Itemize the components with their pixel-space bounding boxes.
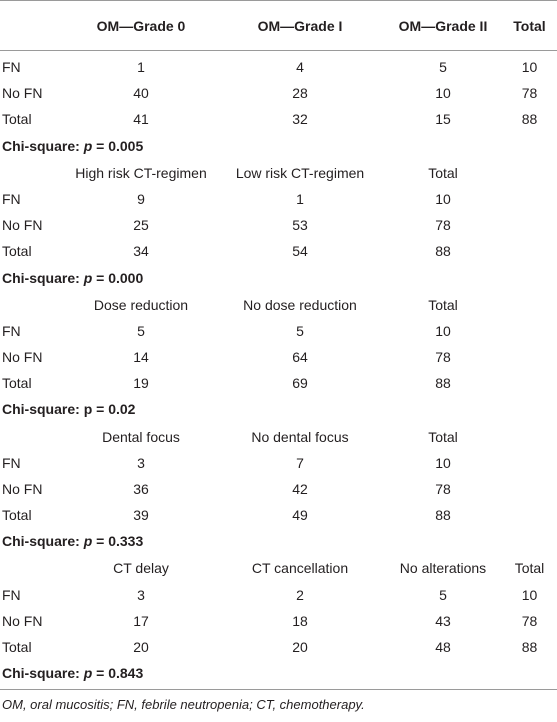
- table-cell: 5: [439, 59, 447, 75]
- row-label: No FN: [2, 217, 43, 233]
- table-cell: 53: [292, 217, 308, 233]
- column-header: OM—Grade 0: [96, 18, 186, 34]
- table-cell: 54: [292, 243, 308, 259]
- table-cell: 5: [439, 587, 447, 603]
- column-header: Total: [428, 429, 458, 445]
- table-cell: 78: [435, 481, 451, 497]
- table-cell: 43: [435, 613, 451, 629]
- row-label: Total: [2, 375, 32, 391]
- table-cell: 49: [292, 507, 308, 523]
- table-cell: 9: [137, 191, 145, 207]
- column-header: No dental focus: [251, 429, 349, 445]
- table-cell: 36: [133, 481, 149, 497]
- table-row: [0, 476, 557, 502]
- table-cell: 17: [133, 613, 149, 629]
- table-row: [0, 502, 557, 528]
- table-row: [0, 318, 557, 344]
- header-rule: [0, 50, 557, 51]
- table-row: [0, 80, 557, 106]
- bottom-rule: [0, 689, 557, 690]
- chi-square-result: Chi-square: p = 0.02: [2, 401, 136, 417]
- table-cell: 15: [435, 111, 451, 127]
- table-cell: 88: [435, 375, 451, 391]
- table-cell: 18: [292, 613, 308, 629]
- table-row: [0, 344, 557, 370]
- table-cell: 10: [435, 191, 451, 207]
- table-row: [0, 370, 557, 396]
- header-row: [0, 13, 557, 39]
- table-cell: 88: [435, 507, 451, 523]
- table-cell: 78: [521, 613, 538, 629]
- row-label: No FN: [2, 613, 43, 629]
- table-cell: 78: [435, 217, 451, 233]
- column-header: High risk CT-regimen: [75, 165, 207, 181]
- column-header: Total: [428, 165, 458, 181]
- table-cell: 10: [435, 455, 451, 471]
- table-cell: 88: [521, 639, 538, 655]
- row-label: FN: [2, 587, 21, 603]
- table-cell: 10: [521, 59, 538, 75]
- header-row: [0, 555, 557, 581]
- table-cell: 64: [292, 349, 308, 365]
- table-cell: 10: [435, 85, 451, 101]
- column-header: CT cancellation: [251, 560, 349, 576]
- row-label: FN: [2, 455, 21, 471]
- table-row: [0, 238, 557, 264]
- chi-square-result: Chi-square: p = 0.843: [2, 665, 144, 681]
- table-cell: 40: [133, 85, 149, 101]
- chi-square-result: Chi-square: p = 0.000: [2, 270, 144, 286]
- table-row: [0, 608, 557, 634]
- column-header: No dose reduction: [243, 297, 357, 313]
- column-header: CT delay: [113, 560, 169, 576]
- table-row: [0, 212, 557, 238]
- table-cell: 34: [133, 243, 149, 259]
- row-label: FN: [2, 59, 21, 75]
- column-header: Dose reduction: [93, 297, 189, 313]
- table-cell: 10: [435, 323, 451, 339]
- row-label: FN: [2, 323, 21, 339]
- table-row: [0, 634, 557, 660]
- top-rule: [0, 0, 557, 1]
- column-header: Total: [513, 18, 546, 34]
- row-label: No FN: [2, 481, 43, 497]
- table-cell: 4: [296, 59, 304, 75]
- table-cell: 41: [133, 111, 149, 127]
- header-row: [0, 424, 557, 450]
- table-cell: 42: [292, 481, 308, 497]
- table-cell: 3: [137, 587, 145, 603]
- table-cell: 14: [133, 349, 149, 365]
- row-label: Total: [2, 639, 32, 655]
- chi-square-result: Chi-square: p = 0.333: [2, 533, 144, 549]
- table-cell: 5: [296, 323, 304, 339]
- table-cell: 2: [296, 587, 304, 603]
- table-cell: 78: [435, 349, 451, 365]
- column-header: OM—Grade II: [398, 18, 488, 34]
- table-cell: 7: [296, 455, 304, 471]
- header-row: [0, 160, 557, 186]
- table-row: [0, 186, 557, 212]
- row-label: No FN: [2, 85, 43, 101]
- table-cell: 19: [133, 375, 149, 391]
- table-cell: 1: [137, 59, 145, 75]
- column-header: Dental focus: [102, 429, 180, 445]
- table-cell: 78: [521, 85, 538, 101]
- row-label: FN: [2, 191, 21, 207]
- table-row: [0, 54, 557, 80]
- table-cell: 88: [435, 243, 451, 259]
- column-header: Total: [514, 560, 545, 576]
- table-cell: 3: [137, 455, 145, 471]
- table-row: [0, 450, 557, 476]
- table-cell: 88: [521, 111, 538, 127]
- table-cell: 28: [292, 85, 308, 101]
- table-cell: 1: [296, 191, 304, 207]
- column-header: Total: [428, 297, 458, 313]
- column-header: Low risk CT-regimen: [235, 165, 365, 181]
- column-header: No alterations: [399, 560, 487, 576]
- table-cell: 48: [435, 639, 451, 655]
- row-label: Total: [2, 243, 32, 259]
- table-cell: 32: [292, 111, 308, 127]
- row-label: Total: [2, 111, 32, 127]
- column-header: OM—Grade I: [257, 18, 343, 34]
- table-cell: 25: [133, 217, 149, 233]
- header-row: [0, 292, 557, 318]
- table-footnote: OM, oral mucositis; FN, febrile neutropenia; CT, chemotherapy.: [2, 697, 365, 712]
- table-cell: 20: [133, 639, 149, 655]
- table-cell: 39: [133, 507, 149, 523]
- table-cell: 10: [521, 587, 538, 603]
- row-label: Total: [2, 507, 32, 523]
- table-cell: 5: [137, 323, 145, 339]
- table-row: [0, 106, 557, 132]
- row-label: No FN: [2, 349, 43, 365]
- table-row: [0, 582, 557, 608]
- table-cell: 69: [292, 375, 308, 391]
- chi-square-result: Chi-square: p = 0.005: [2, 138, 144, 154]
- table-cell: 20: [292, 639, 308, 655]
